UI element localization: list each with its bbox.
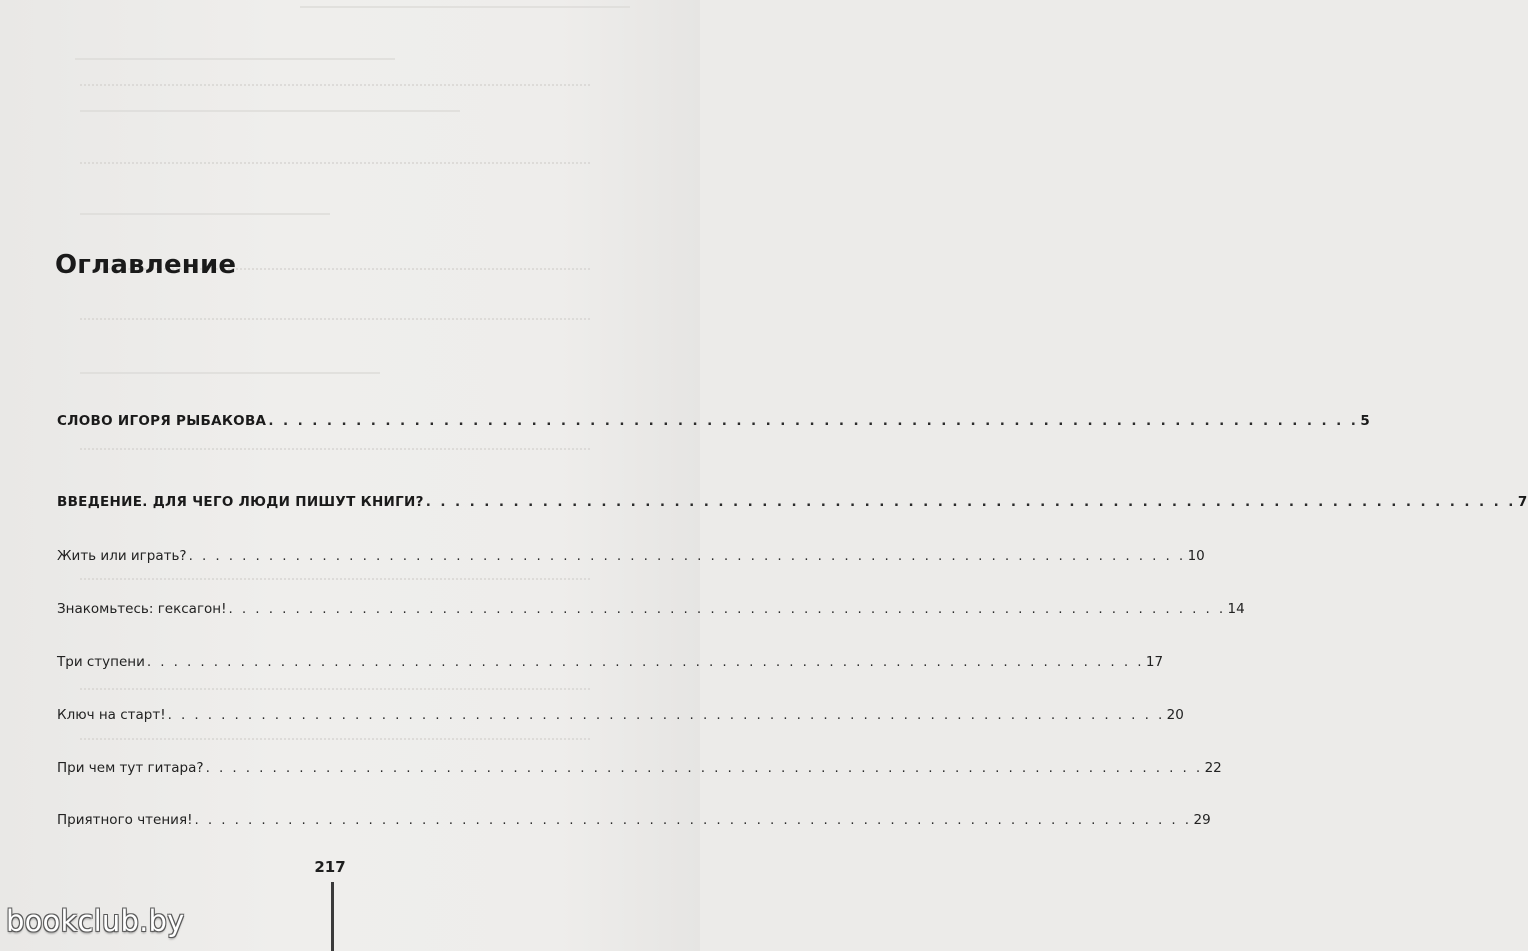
bleed-through-line bbox=[80, 318, 590, 320]
bleed-through-line bbox=[80, 162, 590, 164]
toc-entry bbox=[57, 548, 1205, 564]
toc-dot-leader: . . . . . . . . . . . . . . . . . . . . . . . . . . . . . . . . . . . . . . . . . . . . . . . . . . . . . . . . . . . . . . . . . . . . . . . . . . . bbox=[188, 548, 1186, 564]
bleed-through-line bbox=[80, 688, 590, 690]
toc-entry-page: 17 bbox=[1145, 654, 1164, 670]
bleed-through-line bbox=[75, 58, 395, 60]
toc-dot-leader: . . . . . . . . . . . . . . . . . . . . . . . . . . . . . . . . . . . . . . . . . . . . . . . . . . . . . . . . . . . . . . . . . . . . . . . . . . . bbox=[146, 654, 1144, 670]
toc-entry bbox=[57, 601, 1245, 617]
toc-dot-leader: . . . . . . . . . . . . . . . . . . . . . . . . . . . . . . . . . . . . . . . . . . . . . . . . . . . . . . . . . . . . . . . . . . . . . . . . . . . bbox=[228, 601, 1226, 617]
toc-entry-title: ВВЕДЕНИЕ. ДЛЯ ЧЕГО ЛЮДИ ПИШУТ КНИГИ? bbox=[57, 494, 424, 510]
toc-dot-leader: . . . . . . . . . . . . . . . . . . . . . . . . . . . . . . . . . . . . . . . . . . . . . . . . . . . . . . . . . . . . . . . . . . . . . . . . . . . bbox=[194, 812, 1192, 828]
page-number: 217 bbox=[314, 858, 346, 876]
toc-entry-title: Три ступени bbox=[57, 654, 145, 670]
toc-dot-leader: . . . . . . . . . . . . . . . . . . . . . . . . . . . . . . . . . . . . . . . . . . . . . . . . . . . . . . . . . . . . . . . . . . . . . . . . . . . bbox=[205, 760, 1203, 776]
bleed-through-line bbox=[80, 738, 590, 740]
toc-entry-page: 29 bbox=[1193, 812, 1211, 828]
bleed-through-line bbox=[80, 110, 460, 112]
toc-dot-leader: . . . . . . . . . . . . . . . . . . . . . . . . . . . . . . . . . . . . . . . . . . . . . . . . . . . . . . . . . . . . . . . . . . . . . . . . . . . bbox=[425, 494, 1516, 510]
bleed-through-line bbox=[80, 372, 380, 374]
toc-entry-title: Приятного чтения! bbox=[57, 812, 193, 828]
toc-entry-title: При чем тут гитара? bbox=[57, 760, 204, 776]
bleed-through-line bbox=[80, 213, 330, 215]
toc-entry-page: 7 bbox=[1517, 494, 1528, 510]
toc-entry-page: 20 bbox=[1166, 707, 1184, 723]
toc-entry bbox=[57, 494, 1528, 510]
toc-entry-page: 5 bbox=[1360, 413, 1371, 429]
toc-entry bbox=[57, 707, 1184, 723]
page-fold-line bbox=[331, 882, 334, 951]
toc-entry bbox=[57, 812, 1211, 828]
toc-entry bbox=[57, 413, 1371, 429]
bleed-through-line bbox=[80, 448, 590, 450]
toc-entry-page: 14 bbox=[1227, 601, 1245, 617]
page-title: Оглавление bbox=[55, 250, 237, 280]
toc-entry-title: Знакомьтесь: гексагон! bbox=[57, 601, 227, 617]
bleed-through-line bbox=[300, 6, 630, 8]
bleed-through-line bbox=[80, 84, 590, 86]
toc-entry-page: 10 bbox=[1187, 548, 1205, 564]
toc-dot-leader: . . . . . . . . . . . . . . . . . . . . . . . . . . . . . . . . . . . . . . . . . . . . . . . . . . . . . . . . . . . . . . . . . . . . . . . . . . . bbox=[268, 413, 1359, 429]
toc-entry-title: СЛОВО ИГОРЯ РЫБАКОВА bbox=[57, 413, 267, 429]
toc-dot-leader: . . . . . . . . . . . . . . . . . . . . . . . . . . . . . . . . . . . . . . . . . . . . . . . . . . . . . . . . . . . . . . . . . . . . . . . . . . . bbox=[167, 707, 1165, 723]
toc-entry bbox=[57, 654, 1164, 670]
toc-entry bbox=[57, 760, 1222, 776]
watermark: bookclub.by bbox=[6, 904, 185, 938]
toc-entry-title: Жить или играть? bbox=[57, 548, 187, 564]
toc-entry-title: Ключ на старт! bbox=[57, 707, 166, 723]
bleed-through-line bbox=[80, 578, 590, 580]
toc-entry-page: 22 bbox=[1204, 760, 1222, 776]
